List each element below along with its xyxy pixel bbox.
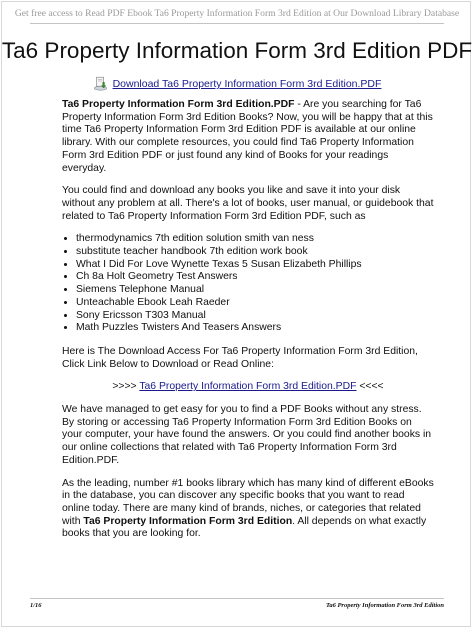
list-item: • Unteachable Ebook Leah Raeder xyxy=(76,297,434,310)
header-banner: Get free access to Read PDF Ebook Ta6 Property Information Form 3rd Edition at Our Download Library Database xyxy=(14,8,460,19)
footer-title: Ta6 Property Information Form 3rd Edition xyxy=(325,602,444,609)
download-access-paragraph: Here is The Download Access For Ta6 Property Information Form 3rd Edition, Click Link Below to Download or Read Online: xyxy=(62,345,418,370)
page-number: 1/16 xyxy=(30,602,42,609)
download-line xyxy=(0,76,474,94)
related-books-list xyxy=(62,233,434,335)
list-item: • Sony Ericsson T303 Manual xyxy=(76,310,434,323)
list-item: • Siemens Telephone Manual xyxy=(76,284,434,297)
intro-paragraph xyxy=(62,99,434,175)
library-paragraph xyxy=(62,478,434,542)
page-title: Ta6 Property Information Form 3rd Edition PDF xyxy=(1,38,473,63)
main-content xyxy=(62,99,434,551)
list-item: • Math Puzzles Twisters And Teasers Answers xyxy=(76,322,434,335)
collection-paragraph: We have managed to get easy for you to find a PDF Books without any stress. By storing or accessing Ta6 Property Information Form 3rd Edition Books on your computer, your have found the answers. Or you could find another books in our online collections that related with Ta6 Property Information Form 3rd Edition.PDF. xyxy=(62,404,432,466)
library-tail: . All depends on what exactly books that you are looking for. xyxy=(62,515,427,540)
intro-bold-title: Ta6 Property Information Form 3rd Edition.PDF xyxy=(62,99,295,110)
list-item: • What I Did For Love Wynette Texas 5 Susan Elizabeth Phillips xyxy=(76,259,434,272)
read-online-line xyxy=(62,381,434,394)
list-item: • thermodynamics 7th edition solution smith van ness xyxy=(76,233,434,246)
header-divider xyxy=(30,23,444,24)
related-books-paragraph: You could find and download any books you like and save it into your disk without any problem at all. There's a lot of books, user manual, or guidebook that related to Ta6 Property Information Form 3rd Edition PDF, such as xyxy=(62,185,434,222)
link-suffix: <<<< xyxy=(356,381,384,393)
download-document-icon[interactable] xyxy=(93,76,108,94)
footer-divider xyxy=(30,598,444,599)
list-item: • substitute teacher handbook 7th edition work book xyxy=(76,246,434,259)
read-online-link[interactable]: Ta6 Property Information Form 3rd Edition.PDF xyxy=(139,381,357,393)
download-link[interactable]: Download Ta6 Property Information Form 3rd Edition.PDF xyxy=(112,78,382,90)
intro-text: - Are you searching for Ta6 Property Information Form 3rd Edition Books? Now, you will be happy that at this time Ta6 Property Information Form 3rd Edition PDF is available at our online library. With our complete resources, you could find Ta6 Property Information Form 3rd Edition PDF or just found any kind of Books for your readings everyday. xyxy=(62,99,433,174)
library-bold-title: Ta6 Property Information Form 3rd Edition xyxy=(83,515,293,527)
link-prefix: >>>> xyxy=(112,381,140,393)
list-item: • Ch 8a Holt Geometry Test Answers xyxy=(76,271,434,284)
library-text: As the leading, number #1 books library which has many kind of different eBooks in the database, you can discover any specific books that you want to read online today. There are many kind of brands, niches, or categories that related with xyxy=(62,477,434,527)
